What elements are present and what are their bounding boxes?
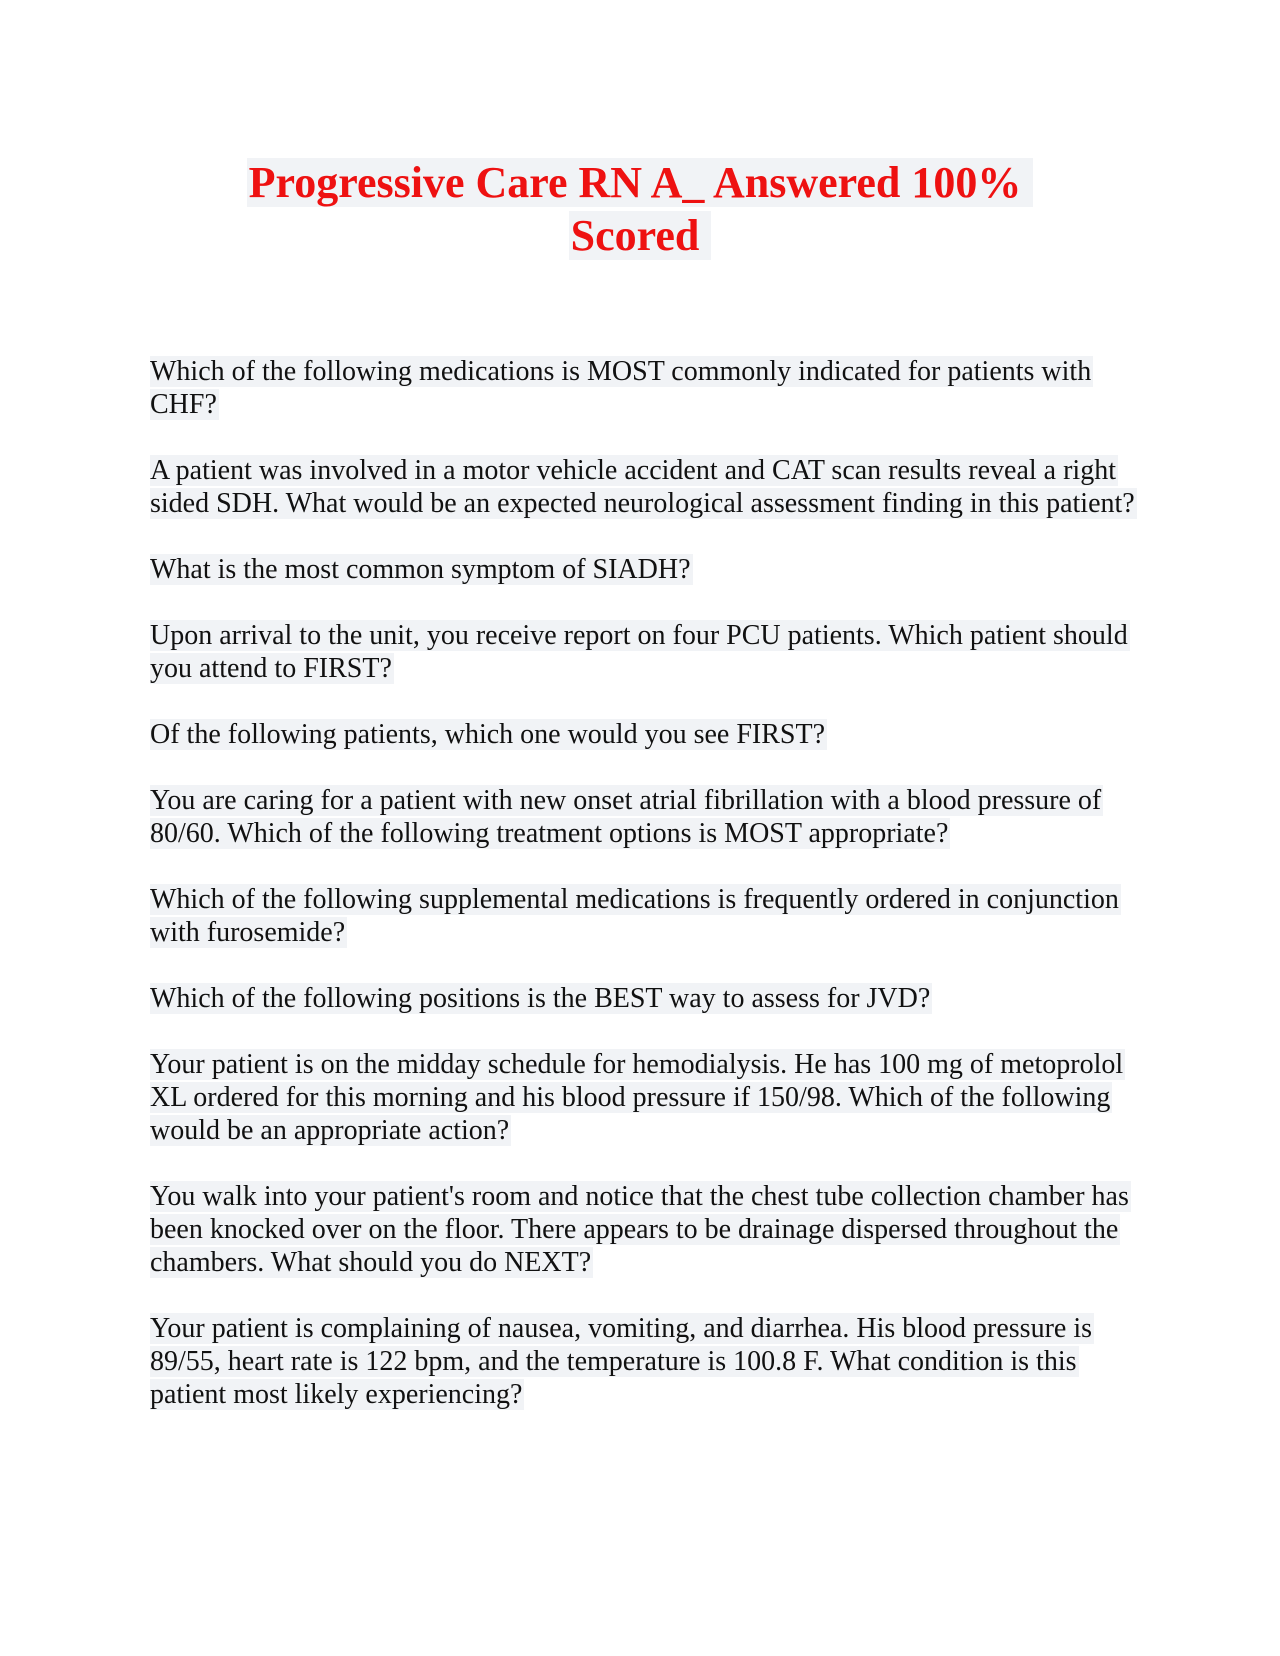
question-3: What is the most common symptom of SIADH? — [150, 554, 691, 585]
question-list — [150, 355, 1140, 1444]
question-7: Which of the following supplemental medications is frequently ordered in conjunction with furosemide? — [150, 884, 1119, 948]
title-line-1: Progressive Care RN A_ Answered 100% — [247, 158, 1034, 207]
title-line-2: Scored — [569, 211, 712, 260]
question-9: Your patient is on the midday schedule for hemodialysis. He has 100 mg of metoprolol XL ordered for this morning and his blood pressure if 150/98. Which of the following would be an appropriate action? — [150, 1049, 1124, 1146]
question-2: A patient was involved in a motor vehicle accident and CAT scan results reveal a right sided SDH. What would be an expected neurological assessment finding in this patient? — [150, 455, 1135, 519]
question-1: Which of the following medications is MOST commonly indicated for patients with CHF? — [150, 356, 1092, 420]
question-5: Of the following patients, which one would you see FIRST? — [150, 719, 826, 750]
question-10: You walk into your patient's room and notice that the chest tube collection chamber has been knocked over on the floor. There appears to be drainage dispersed throughout the chambers. What should you do NEXT? — [150, 1181, 1129, 1278]
question-4: Upon arrival to the unit, you receive report on four PCU patients. Which patient should you attend to FIRST? — [150, 620, 1128, 684]
question-6: You are caring for a patient with new onset atrial fibrillation with a blood pressure of 80/60. Which of the following treatment options is MOST appropriate? — [150, 785, 1102, 849]
question-11: Your patient is complaining of nausea, vomiting, and diarrhea. His blood pressure is 89/55, heart rate is 122 bpm, and the temperature is 100.8 F. What condition is this patient most likely experiencing? — [150, 1313, 1092, 1410]
page-title — [150, 156, 1130, 262]
question-8: Which of the following positions is the BEST way to assess for JVD? — [150, 983, 931, 1014]
